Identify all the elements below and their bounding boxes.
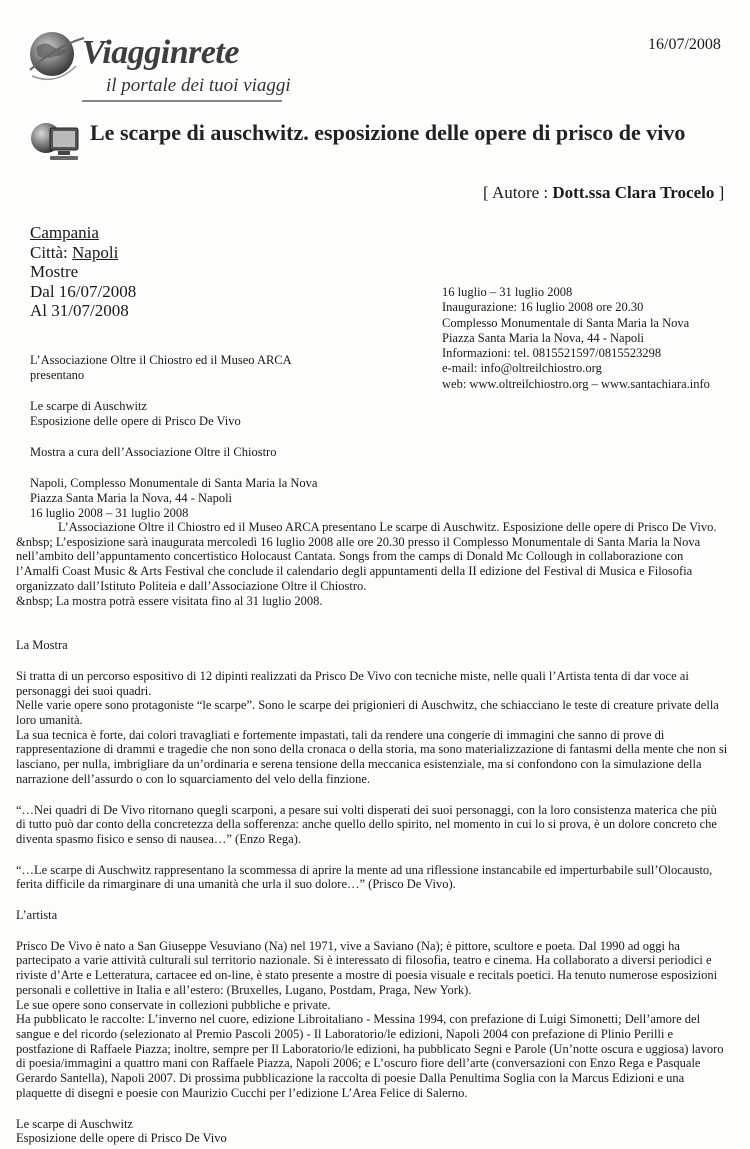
quote: “…Le scarpe di Auschwitz rappresentano la scommessa di aprire la mente ad una riflessione instancabile ed imperturbabile sull’Olocausto, ferita difficile da rimarginare di una umanità che urla il suo dolore…” (Prisco De Vivo). [16, 862, 713, 892]
quote: “…Nei quadri di De Vivo ritornano quegli scarponi, a pesare sui volti disperati dei suoi personaggi, con la loro consistenza materica che più di tutto può dar conto della concretezza della sofferenza: anche quello dello spirito, nel momento in cui lo si prova, è un dolore concreto che diventa spasmo fisico e senso di nausea…” (Enzo Rega). [16, 802, 717, 846]
info-line: Inaugurazione: 16 luglio 2008 ore 20.30 [442, 300, 644, 315]
intro-line: presentano [30, 368, 85, 382]
author-prefix: [ Autore : [483, 183, 553, 202]
section-heading: L’artista [16, 908, 58, 923]
paragraph: L’Associazione Oltre il Chiostro ed il Museo ARCA presentano Le scarpe di Auschwitz. Esposizione delle opere di Prisco De Vivo. [58, 520, 717, 534]
info-line: Informazioni: tel. 0815521597/0815523298 [442, 346, 662, 361]
site-logo[interactable] [22, 22, 292, 112]
event-info-box [442, 285, 710, 392]
info-line: Complesso Monumentale di Santa Maria la Nova [442, 315, 690, 330]
paragraph: &nbsp; L’esposizione sarà inaugurata mercoledì 16 luglio 2008 alle ore 20.30 presso il Complesso Monumentale di Santa Maria la Nova nell’ambito dell’appuntamento concertistico Holocaust Cantata. Songs from the camps di Donald Mc Collough in collaborazione con l’Amalfi Coast Music & Arts Festival che conclude il calendario degli appuntamenti della II edizione del Festival di Musica e Filosofia organizzato dall’Istituto Politeia e dall’Associazione Oltre il Chiostro. [16, 534, 701, 593]
city-label: Città: [30, 242, 73, 262]
logo-underline [82, 100, 282, 102]
event-meta [30, 223, 136, 321]
city-link[interactable]: Napoli [72, 242, 119, 262]
intro-line: Piazza Santa Maria la Nova, 44 - Napoli [30, 491, 233, 505]
paragraph: Prisco De Vivo è nato a San Giuseppe Vesuviano (Na) nel 1971, vive a Saviano (Na); è pittore, scultore e poeta. Dal 1990 ad oggi ha partecipato a varie attività culturali sul territorio nazionale. Si è interessato di filosofia, teatro e cinema. Ha collaborato a diversi periodici e riviste d’Arte e Letteratura, cartacee ed on-line, è stato presente a mostre di poesia visuale e recitals poetici. Ha tenuto numerose esposizioni personali e collettive in Italia e all’estero: (Bruxelles, Lugano, Postdam, Praga, New York). [16, 938, 718, 997]
intro-line: Napoli, Complesso Monumentale di Santa Maria la Nova [30, 476, 318, 490]
info-line: Piazza Santa Maria la Nova, 44 - Napoli [442, 330, 645, 345]
paragraph: Le sue opere sono conservate in collezioni pubbliche e private. [16, 997, 331, 1012]
info-line: web: www.oltreilchiostro.org – www.santachiara.info [442, 376, 710, 391]
intro-line: L’Associazione Oltre il Chiostro ed il Museo ARCA [30, 353, 292, 367]
computer-icon [28, 118, 84, 164]
print-date: 16/07/2008 [648, 36, 721, 53]
author-line [483, 183, 724, 203]
press-intro [30, 353, 317, 521]
section-heading: La Mostra [16, 638, 68, 653]
category: Mostre [30, 262, 79, 281]
author-suffix: ] [714, 183, 725, 202]
site-name: Viagginrete [82, 34, 239, 71]
article-body [16, 520, 728, 1146]
footer-line: Esposizione delle opere di Prisco De Vivo [16, 1131, 227, 1146]
paragraph: Ha pubblicato le raccolte: L’inverno nel cuore, edizione Libroitaliano - Messina 1994, con prefazione di Luigi Simonetti; Dell’amore del sangue e del ricordo (selezionato al Premio Pascoli 2005) - Il Laboratorio/le edizioni, Napoli 2004 con prefazione di Plinio Perilli e postfazione di Raffaele Piazza; inoltre, sempre per Il Laboratorio/le edizioni, ha pubblicato Segni e Parole (Un’notte oscura e uggiosa) lavoro di poesia/immagini a quattro mani con Raffaele Piazza, Napoli 2006; e L’oscuro fiore dell’arte (conversazioni con Enzo Rega e Pasquale Gerardo Santella), Napoli 2007. Di prossima pubblicazione la raccolta di poesie Dalla Penultima Soglia con la Marcus Edizioni e una plaquette di disegni e poesie con Maurizio Cucchi per l’edizione L’Area Felice di Salerno. [16, 1012, 724, 1100]
intro-line: 16 luglio 2008 – 31 luglio 2008 [30, 506, 189, 520]
info-line: 16 luglio – 31 luglio 2008 [442, 285, 573, 299]
date-to: Al 31/07/2008 [30, 301, 129, 320]
intro-line: Le scarpe di Auschwitz [30, 399, 147, 413]
region-link[interactable]: Campania [30, 223, 99, 242]
site-tagline: il portale dei tuoi viaggi [106, 75, 291, 96]
paragraph: Si tratta di un percorso espositivo di 12 dipinti realizzati da Prisco De Vivo con tecniche miste, nelle quali l’Artista tenta di dar voce ai personaggi dei suoi quadri. [16, 668, 689, 698]
info-line: e-mail: info@oltreilchiostro.org [442, 361, 602, 376]
author-name: Dott.ssa Clara Trocelo [552, 183, 715, 202]
paragraph: Nelle varie opere sono protagoniste “le scarpe”. Sono le scarpe dei prigionieri di Auschwitz, che schiacciano le teste di creature private della loro umanità. [16, 698, 719, 728]
paragraph: La sua tecnica è forte, dai colori travagliati e fortemente impastati, tali da rendere una congerie di immagini che sanno di prove di rappresentazione di drammi e tragedie che non sono della cronaca o della storia, ma sono materializzazione di fantasmi della mente che non si lasciano, per nulla, imbrigliare da un’ordinaria e serena tensione della meccanica esistenziale, ma si confondono con la simulazione della narrazione dell’assurdo o con lo squarciamento del velo della finzione. [16, 727, 728, 786]
intro-line: Mostra a cura dell’Associazione Oltre il Chiostro [30, 445, 277, 459]
date-from: Dal 16/07/2008 [30, 281, 137, 301]
intro-line: Esposizione delle opere di Prisco De Vivo [30, 414, 241, 428]
article-title: Le scarpe di auschwitz. esposizione delle opere di prisco de vivo [90, 120, 686, 145]
globe-icon [26, 26, 86, 86]
paragraph: &nbsp; La mostra potrà essere visitata fino al 31 luglio 2008. [16, 593, 323, 608]
footer-line: Le scarpe di Auschwitz [16, 1116, 133, 1131]
